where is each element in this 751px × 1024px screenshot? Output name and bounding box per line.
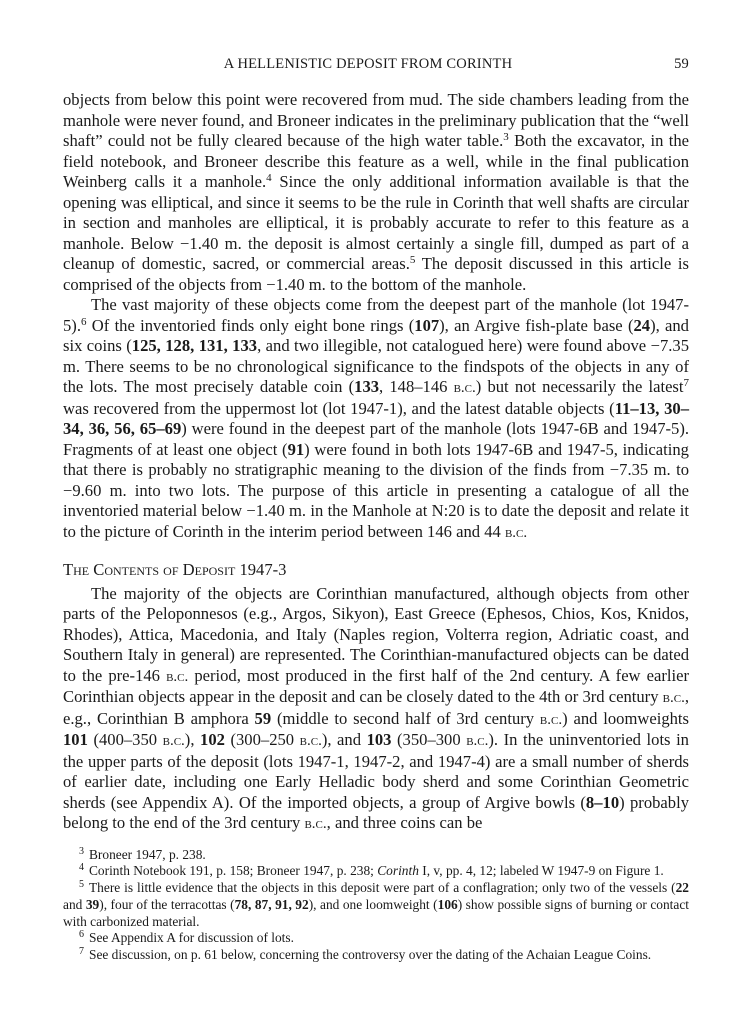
catalogue-number: 8–10	[585, 792, 620, 812]
footnote-5: $^5$ There is little evidence that the objects in this deposit were part of a conflagration; only two of the vessels (22 and 39), four of the terracottas (78, 87, 91, 92), and one loomweight (106) show possible signs of burning or contact with carbonized material.	[63, 879, 690, 929]
catalogue-number: 103	[366, 730, 392, 749]
footnote-number: 7	[79, 946, 84, 958]
footnote-ref[interactable]: 5	[409, 254, 416, 266]
catalogue-number: 59	[254, 708, 272, 728]
footnote-number: 5	[79, 879, 84, 891]
catalogue-number: 11–13, 30–34, 36, 56, 65–69	[63, 398, 690, 438]
catalogue-number: 39	[85, 896, 100, 912]
page-number: 59	[674, 56, 689, 72]
era-abbrev: b.c.	[504, 524, 528, 541]
footnote-number: 4	[79, 862, 84, 874]
era-abbrev: b.c.	[304, 816, 327, 832]
footnote-number: 6	[79, 929, 84, 941]
catalogue-number: 24	[633, 315, 651, 335]
footnote-ref[interactable]: 6	[80, 315, 87, 328]
era-abbrev: b.c.	[466, 733, 489, 749]
catalogue-number: 22	[675, 880, 689, 896]
series-title: Corinth	[377, 863, 419, 879]
era-abbrev: b.c.	[162, 733, 185, 749]
main-text	[63, 90, 689, 835]
catalogue-number: 91	[287, 439, 305, 459]
paragraph-2: The vast majority of these objects come from the deepest part of the manhole (lot 1947-5).$^6$ Of the inventoried finds only eight bone rings (107), an Argive fish-plate base (24), and six coins (125, 128, 131, 133, and two illegible, not catalogued here) were found above −7.35 m. There seems to be no chronological significance to the findspots of the objects in any of the lots. The most precisely datable coin (133, 148–146 b.c.) but not necessarily the latest$^7$ was recovered from the uppermost lot (lot 1947-1), and the latest datable objects (11–13, 30–34, 36, 56, 65–69) were found in the deepest part of the manhole (lots 1947-6B and 1947-5). Fragments of at least one object (91) were found in both lots 1947-6B and 1947-5, indicating that there is probably no stratigraphic meaning to the division of the finds from −7.35 m. to −9.60 m. into two lots. The purpose of this article in presenting a catalogue of all the inventoried material below −1.40 m. in the Manhole at N:20 is to date the deposit and relate it to the picture of Corinth in the interim period between 146 and 44 b.c.	[63, 295, 690, 541]
paragraph-1: objects from below this point were recovered from mud. The side chambers leading from the manhole were never found, and Broneer indicates in the preliminary publication that the “well shaft” could not be fully cleared because of the high water table.$^3$ Both the excavator, in the field notebook, and Broneer describe this feature as a well, while in the final publication Weinberg calls it a manhole.$^4$ Since the only additional information available is that the opening was elliptical, and since it seems to be the rule in Corinth that well shafts are circular in section and manholes are elliptical, it is probably accurate to refer to this feature as a manhole. Below −1.40 m. the deposit is almost certainly a single fill, dumped as part of a cleanup of domestic, sacred, or commercial areas.$^5$ The deposit discussed in this article is comprised of the objects from −1.40 m. to the bottom of the manhole.	[63, 90, 689, 294]
catalogue-number: 125, 128, 131, 133	[131, 336, 258, 355]
footnote-3: $^3$ Broneer 1947, p. 238.	[79, 845, 206, 862]
running-title: A HELLENISTIC DEPOSIT FROM CORINTH	[223, 56, 513, 72]
era-abbrev: b.c.	[539, 711, 563, 728]
footnote-ref[interactable]: 3	[503, 131, 509, 143]
catalogue-number: 101	[63, 730, 88, 749]
paragraph-3: The majority of the objects are Corinthian manufactured, although objects from other parts of the Peloponnesos (e.g., Argos, Sikyon), East Greece (Ephesos, Chios, Kos, Knidos, Rhodes), Attica, Macedonia, and Italy (Naples region, Volterra region, Adriatic coast, and Southern Italy in general) are represented. The Corinthian-manufactured objects can be dated to the pre-146 b.c. period, most produced in the first half of the 2nd century. A few earlier Corinthian objects appear in the deposit and can be closely dated to the 4th or 3rd century b.c., e.g., Corinthian B amphora 59 (middle to second half of 3rd century b.c.) and loomweights 101 (400–350 b.c.), 102 (300–250 b.c.), and 103 (350–300 b.c.). In the uninventoried lots in the upper parts of the deposit (lots 1947-1, 1947-2, and 1947-4) are a small number of sherds of earlier date, including one Early Helladic body sherd and some Corinthian Geometric sherds (see Appendix A). Of the imported objects, a group of Argive bowls (8–10) probably belong to the end of the 3rd century b.c., and three coins can be	[63, 583, 689, 832]
catalogue-number: 106	[437, 896, 458, 912]
catalogue-number: 78, 87, 91, 92	[234, 896, 309, 912]
footnote-7: $^7$ See discussion, on p. 61 below, concerning the controversy over the dating of the Achaian League Coins.	[79, 946, 652, 963]
era-abbrev: b.c.	[299, 733, 322, 749]
era-abbrev: b.c.	[453, 380, 476, 396]
footnotes	[63, 847, 689, 965]
footnote-4: $^4$ Corinth Notebook 191, p. 158; Broneer 1947, p. 238; Corinth I, v, pp. 4, 12; labeled W 1947-9 on Figure 1.	[79, 862, 664, 879]
catalogue-number: 102	[200, 730, 225, 749]
footnote-ref[interactable]: 4	[266, 172, 272, 184]
footnote-6: $^6$ See Appendix A for discussion of lots.	[79, 929, 294, 946]
footnote-ref[interactable]: 7	[683, 377, 689, 389]
era-abbrev: b.c.	[662, 690, 685, 706]
footnote-number: 3	[79, 845, 84, 857]
running-header	[63, 56, 689, 78]
section-heading: The Contents of Deposit 1947-3	[63, 560, 287, 579]
catalogue-number: 133	[354, 377, 380, 396]
catalogue-number: 107	[414, 315, 440, 335]
era-abbrev: b.c.	[166, 668, 189, 685]
document-page	[63, 56, 689, 964]
